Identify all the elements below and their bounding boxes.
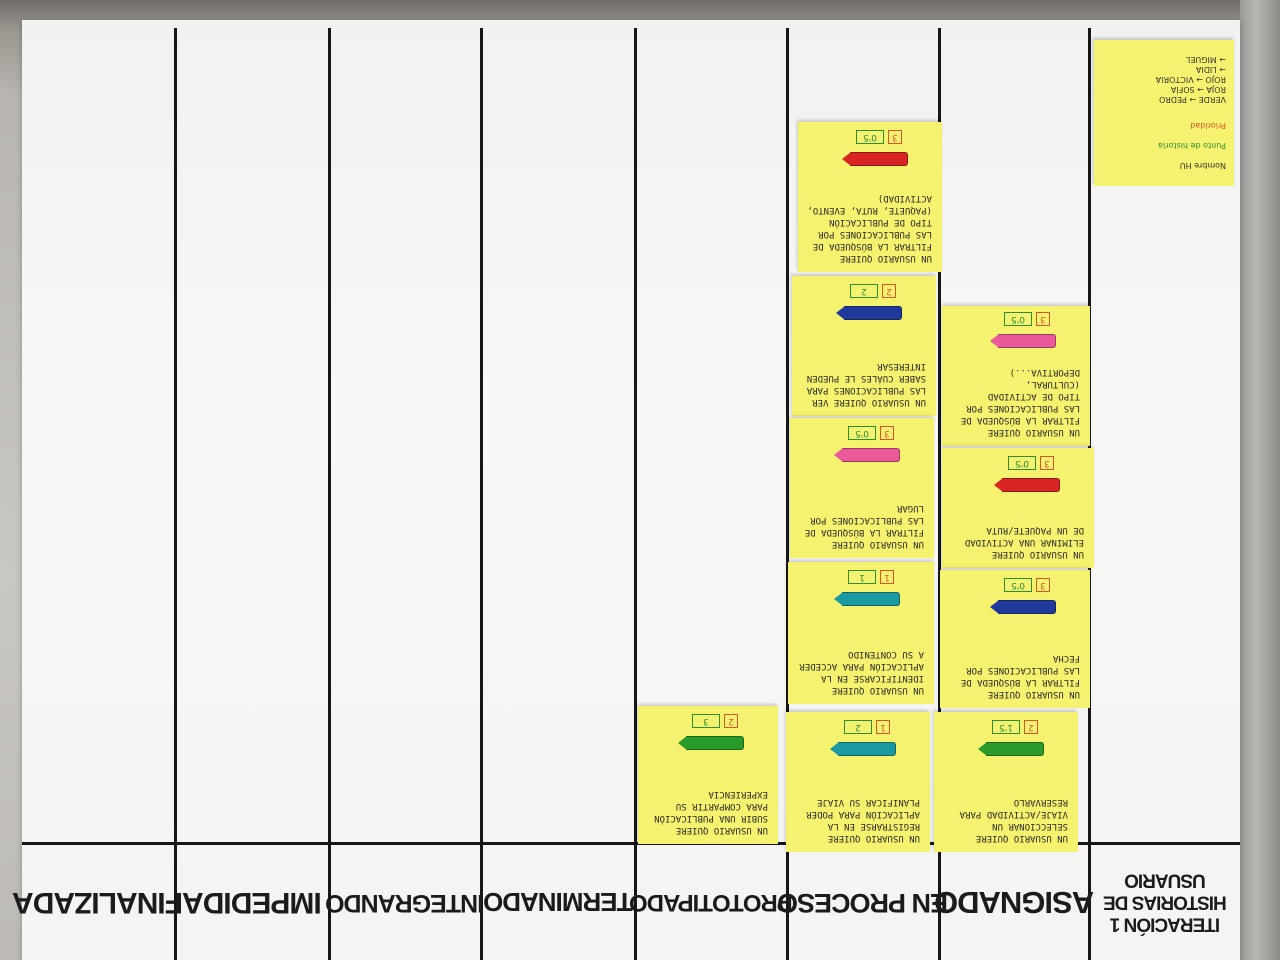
assignee-flag: [842, 448, 900, 462]
assignee-flag: [1002, 478, 1060, 492]
assignee-flag: [986, 742, 1044, 756]
story-note[interactable]: UN USUARIO QUIERE VER LAS PUBLICACIONES PARA SABER CUÁLES LE PUEDEN INTERESAR 2 2: [792, 276, 936, 416]
column-header-finalizada: FINALIZADA: [13, 886, 183, 919]
priority-badge: 2: [882, 284, 896, 298]
wall-background: [1240, 0, 1280, 960]
column-header-en-proceso: EN PROCESO: [778, 887, 949, 918]
assignee-flag: [844, 306, 902, 320]
column-divider: [328, 28, 331, 960]
story-note[interactable]: UN USUARIO QUIERE FILTRAR LA BÚSQUEDA DE LAS PUBLICACIONES POR TIPO DE ACTIVIDAD (CULTURAL, DEPORTIVA...) 3 0'5: [942, 306, 1090, 446]
iteration-title: ITERACIÓN 1 HISTORIAS DE USUARIO: [1104, 870, 1227, 935]
assignee-flag: [998, 334, 1056, 348]
story-points-badge: 1: [848, 570, 876, 584]
iteration-header: [1091, 848, 1240, 956]
story-points-badge: 3: [692, 714, 720, 728]
column-header-impedida: IMPEDIDA: [183, 886, 322, 919]
assignee-flag: [838, 742, 896, 756]
priority-badge: 3: [1036, 312, 1050, 326]
story-note[interactable]: UN USUARIO QUIERE FILTRAR LA BÚSQUEDA DE LAS PUBLICACIONES POR FECHA 3 0'5: [940, 570, 1090, 708]
assignee-flag: [842, 592, 900, 606]
column-header-prototipado: PROTOTIPADO: [630, 889, 793, 916]
story-note[interactable]: UN USUARIO QUIERE FILTRAR LA BÚSQUEDA DE LAS PUBLICACIONES POR TIPO DE PUBLICACIÓN (PAQUETE, RUTA, EVENTO, ACTIVIDAD) 3 0'5: [798, 122, 942, 272]
story-note[interactable]: UN USUARIO QUIERE REGISTRARSE EN LA APLICACIÓN PARA PODER PLANIFICAR SU VIAJE 1 2: [786, 712, 930, 852]
story-note[interactable]: UN USUARIO QUIERE SUBIR UNA PUBLICACIÓN PARA COMPARTIR SU EXPERIENCIA 2 3: [638, 706, 778, 844]
story-points-badge: 0'5: [1008, 456, 1036, 470]
legend-items: Nombre HU Punto de historia Prioridad: [1158, 121, 1226, 170]
story-note[interactable]: UN USUARIO QUIERE IDENTIFICARSE EN LA APLICACIÓN PARA ACCEDER A SU CONTENIDO 1 1: [788, 562, 934, 704]
story-points-badge: 2: [844, 720, 872, 734]
story-points-badge: 0'5: [856, 130, 884, 144]
priority-badge: 2: [724, 714, 738, 728]
priority-badge: 2: [1024, 720, 1038, 734]
story-points-badge: 0'5: [1004, 578, 1032, 592]
legend-team: VERDE → PEDRO ROJA → SOFÍA ROJO → VICTORIA → LIDIA → MIGUEL: [1155, 55, 1226, 104]
assignee-flag: [998, 600, 1056, 614]
story-note[interactable]: UN USUARIO QUIERE SELECCIONAR UN VIAJE/ACTIVIDAD PARA RESERVARLO 2 1'5: [934, 712, 1078, 852]
priority-badge: 3: [1036, 578, 1050, 592]
assignee-flag: [850, 152, 908, 166]
story-points-badge: 0'5: [848, 426, 876, 440]
story-note[interactable]: UN USUARIO QUIERE ELIMINAR UNA ACTIVIDAD DE UN PAQUETE/RUTA 3 0'5: [942, 448, 1094, 568]
column-divider: [174, 28, 177, 960]
story-points-badge: 2: [850, 284, 878, 298]
priority-badge: 3: [888, 130, 902, 144]
priority-badge: 1: [880, 570, 894, 584]
column-header-asignado: ASIGNADO: [934, 884, 1095, 920]
priority-badge: 1: [876, 720, 890, 734]
kanban-board: [13, 20, 1240, 960]
column-divider: [480, 28, 483, 960]
story-note[interactable]: UN USUARIO QUIERE FILTRAR LA BÚSQUEDA DE LAS PUBLICACIONES POR LUGAR 3 0'5: [790, 418, 934, 558]
assignee-flag: [686, 736, 744, 750]
column-header-integrando: INTEGRANDO: [326, 888, 485, 917]
story-points-badge: 0'5: [1004, 312, 1032, 326]
story-points-badge: 1'5: [992, 720, 1020, 734]
column-header-terminado: TERMINADO: [484, 887, 633, 917]
legend-note[interactable]: [1094, 40, 1234, 186]
priority-badge: 3: [1040, 456, 1054, 470]
column-divider: [634, 28, 637, 960]
priority-badge: 3: [880, 426, 894, 440]
